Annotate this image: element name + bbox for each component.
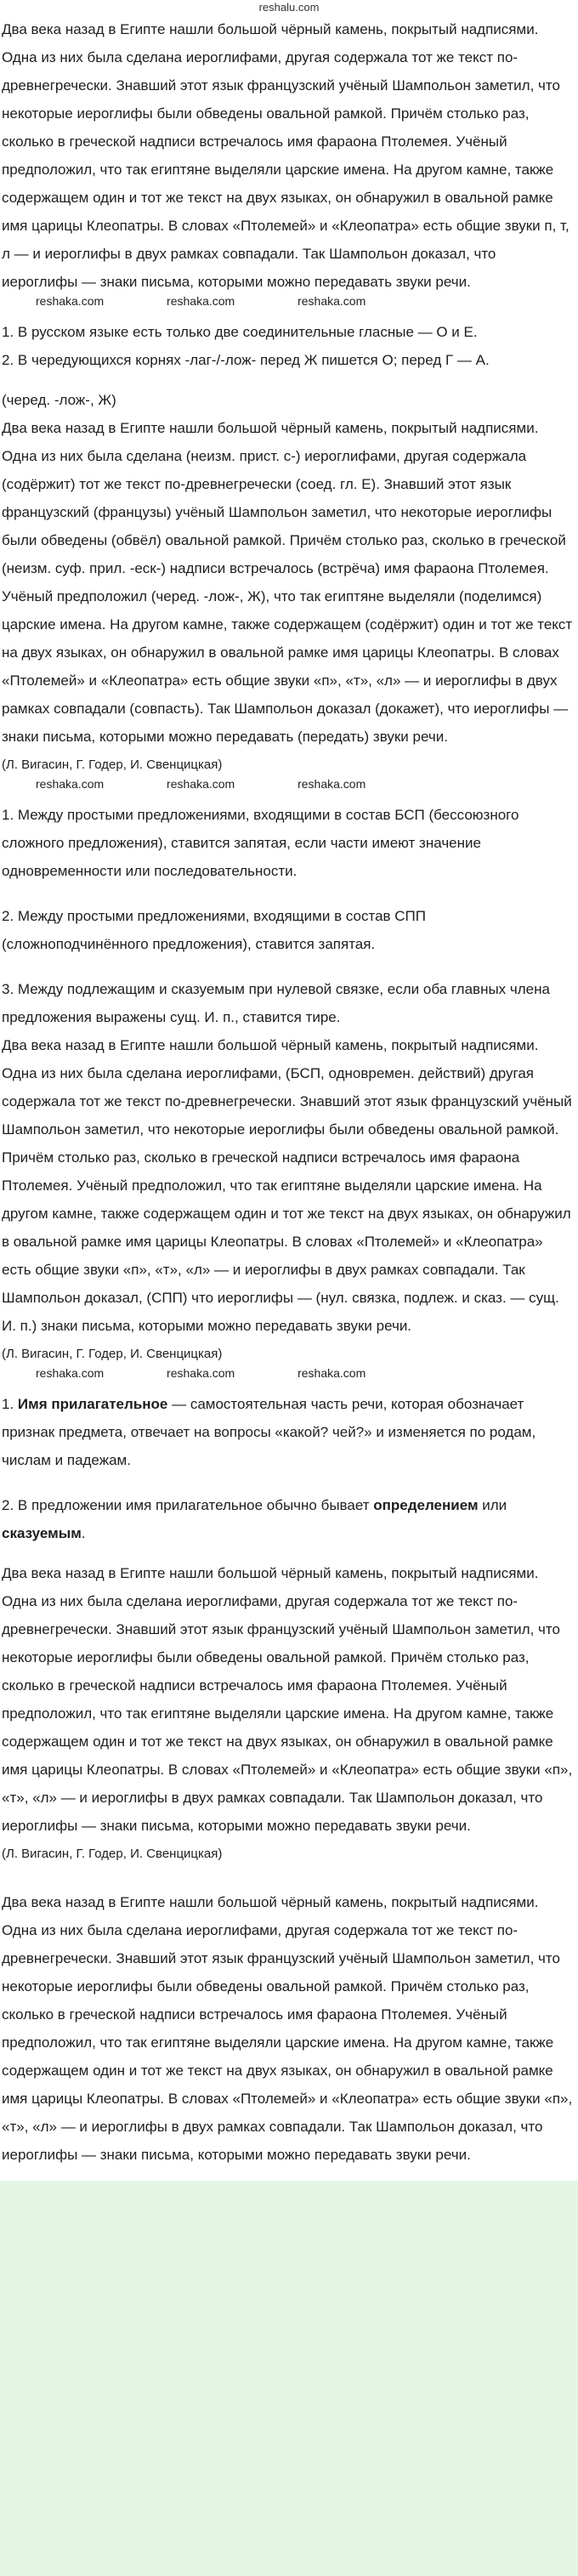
citation: (Л. Вигасин, Г. Годер, И. Свенцицкая) [2, 757, 223, 772]
rule-2-part-a: 2. В предложении имя прилагательное обычно бывает [2, 1497, 374, 1513]
final-text: Два века назад в Египте нашли большой чёрный камень, покрытый надписями. Одна из них была сделана иероглифами, другая содержала тот же текст по-древнегречески. Знавший этот язык французский учёный Шампольон заметил, что некоторые иероглифы были обведены овальной рамкой. Причём столько раз, сколько в греческой надписи встречалось имя фараона Птолемея. Учёный предположил, что так египтяне выделяли царские имена. На другом камне, также содержащем один и тот же текст на двух языках, он обнаружил в овальной рамке имя царицы Клеопатры. В словах «Птолемей» и «Клеопатра» есть общие звуки «п», «т», «л» — и иероглифы в двух рамках совпадали. Так Шампольон доказал, что иероглифы — знаки письма, которыми можно передавать звуки речи. [2, 1894, 573, 2163]
watermark: reshaka.com [36, 294, 105, 308]
watermark: reshaka.com [167, 294, 235, 308]
citation: (Л. Вигасин, Г. Годер, И. Свенцицкая) [2, 1347, 223, 1361]
watermark: reshaka.com [167, 777, 235, 791]
term-predicate: сказуемым [2, 1525, 82, 1541]
rule-1: 1. В русском языке есть только две соединительные гласные — О и Е. [2, 324, 478, 340]
watermark: reshaka.com [298, 294, 366, 308]
rule-2 [2, 1491, 573, 1547]
watermark: reshaka.com [298, 777, 366, 791]
rule-1: 1. Имя прилагательное — самостоятельная часть речи, которая обозначает признак предмета, отвечает на вопросы «какой? чей?» и изменяется по родам, числам и падежам. [2, 1396, 536, 1468]
rule-2: 2. Между простыми предложениями, входящими в состав СПП (сложноподчинённого предложения), ставится запятая. [2, 908, 426, 952]
rule-2-part-c: или [478, 1497, 507, 1513]
intro-text: Два века назад в Египте нашли большой чёрный камень, покрытый надписями. Одна из них была сделана иероглифами, другая содержала тот же текст по-древнегречески. Знавший этот язык французский учёный Шампольон заметил, что некоторые иероглифы были обведены овальной рамкой. Причём столько раз, сколько в греческой надписи встречалось имя фараона Птолемея. Учёный предположил, что так египтяне выделяли царские имена. На другом камне, также содержащем один и тот же текст на двух языках, он обнаружил в овальной рамке имя царицы Клеопатры. В словах «Птолемей» и «Клеопатра» есть общие звуки п, т, л — и иероглифы в двух рамках совпадали. Так Шампольон доказал, что иероглифы — знаки письма, которыми можно передавать звуки речи. [2, 21, 570, 290]
content [0, 15, 578, 2169]
watermark: reshaka.com [167, 1366, 235, 1380]
term-adjective: Имя прилагательное [17, 1396, 168, 1412]
rule-3: 3. Между подлежащим и сказуемым при нулевой связке, если оба главных члена предложения выражены сущ. И. п., ставится тире. [2, 981, 550, 1025]
rule-example: (черед. -лож-, Ж) [2, 392, 116, 408]
task2-text: Два века назад в Египте нашли большой чёрный камень, покрытый надписями. Одна из них была сделана иероглифами, (БСП, одновремен. действий) другая содержала тот же текст по-древнегречески. Знавший этот язык французский учёный Шампольон заметил, что некоторые иероглифы были обведены овальной рамкой. Причём столько раз, сколько в греческой надписи встречалось имя фараона Птолемея. Учёный предположил, что так египтяне выделяли царские имена. На другом камне, также содержащем один и тот же текст на двух языках, он обнаружил в овальной рамке имя царицы Клеопатры. В словах «Птолемей» и «Клеопатра» есть общие звуки «п», «т», «л» — и иероглифы в двух рамках совпадали. Так Шампольон доказал, (СПП) что иероглифы — (нул. связка, подлеж. и сказ. — сущ. И. п.) знаки письма, которыми можно передавать звуки речи. [2, 1037, 572, 1334]
watermark: reshaka.com [298, 1366, 366, 1380]
final-answer-highlight [0, 2181, 578, 2576]
watermark-row [2, 1368, 573, 1378]
rule-1-rest: — самостоятельная часть речи, которая обозначает признак предмета, отвечает на вопросы «какой? чей?» и изменяется по родам, числам и падежам. [2, 1396, 536, 1468]
citation: (Л. Вигасин, Г. Годер, И. Свенцицкая) [2, 1847, 223, 1861]
task1-text: Два века назад в Египте нашли большой чёрный камень, покрытый надписями. Одна из них была сделана (неизм. прист. с-) иероглифами, другая содержала (содёржит) тот же текст по-древнегречески (соед. гл. Е). Знавший этот язык французский (французы) учёный Шампольон заметил, что некоторые иероглифы были обведены (обвёл) овальной рамкой. Причём столько раз, сколько в греческой (неизм. суф. прил. -еск-) надписи встречалось (встрёча) имя фараона Птолемея. Учёный предположил (черед. -лож-, Ж), что так египтяне выделяли (поделимся) царские имена. На другом камне, также содержащем (содёржит) один и тот же текст на двух языках, он обнаружил в овальной рамке имя царицы Клеопатры. В словах «Птолемей» и «Клеопатра» есть общие звуки «п», «т», «л» — и иероглифы в двух рамках совпадали (совпасть). Так Шампольон доказал (докажет), что иероглифы — знаки письма, которыми можно передавать (передать) звуки речи. [2, 420, 573, 745]
rule-2-part-d: . [81, 1525, 86, 1541]
site-name: reshalu.com [258, 1, 320, 14]
site-header [0, 0, 578, 15]
watermark: reshaka.com [36, 777, 105, 791]
rule-2: 2. В чередующихся корнях -лаг-/-лож- перед Ж пишется О; перед Г — А. [2, 352, 490, 368]
watermark: reshaka.com [36, 1366, 105, 1380]
term-attribute: определением [373, 1497, 479, 1513]
watermark-row [2, 779, 573, 789]
watermark-row [2, 296, 573, 306]
rule-1: 1. Между простыми предложениями, входящими в состав БСП (бессоюзного сложного предложения), ставится запятая, если части имеют значение одновременности или последовательности. [2, 807, 519, 879]
task3-text: Два века назад в Египте нашли большой чёрный камень, покрытый надписями. Одна из них была сделана иероглифами, другая содержала тот же текст по-древнегречески. Знавший этот язык французский учёный Шампольон заметил, что некоторые иероглифы были обведены овальной рамкой. Причём столько раз, сколько в греческой надписи встречалось имя фараона Птолемея. Учёный предположил, что так египтяне выделяли царские имена. На другом камне, также содержащем один и тот же текст на двух языках, он обнаружил в овальной рамке имя царицы Клеопатры. В словах «Птолемей» и «Клеопатра» есть общие звуки «п», «т», «л» — и иероглифы в двух рамках совпадали. Так Шампольон доказал, что иероглифы — знаки письма, которыми можно передавать звуки речи. [2, 1565, 573, 1834]
